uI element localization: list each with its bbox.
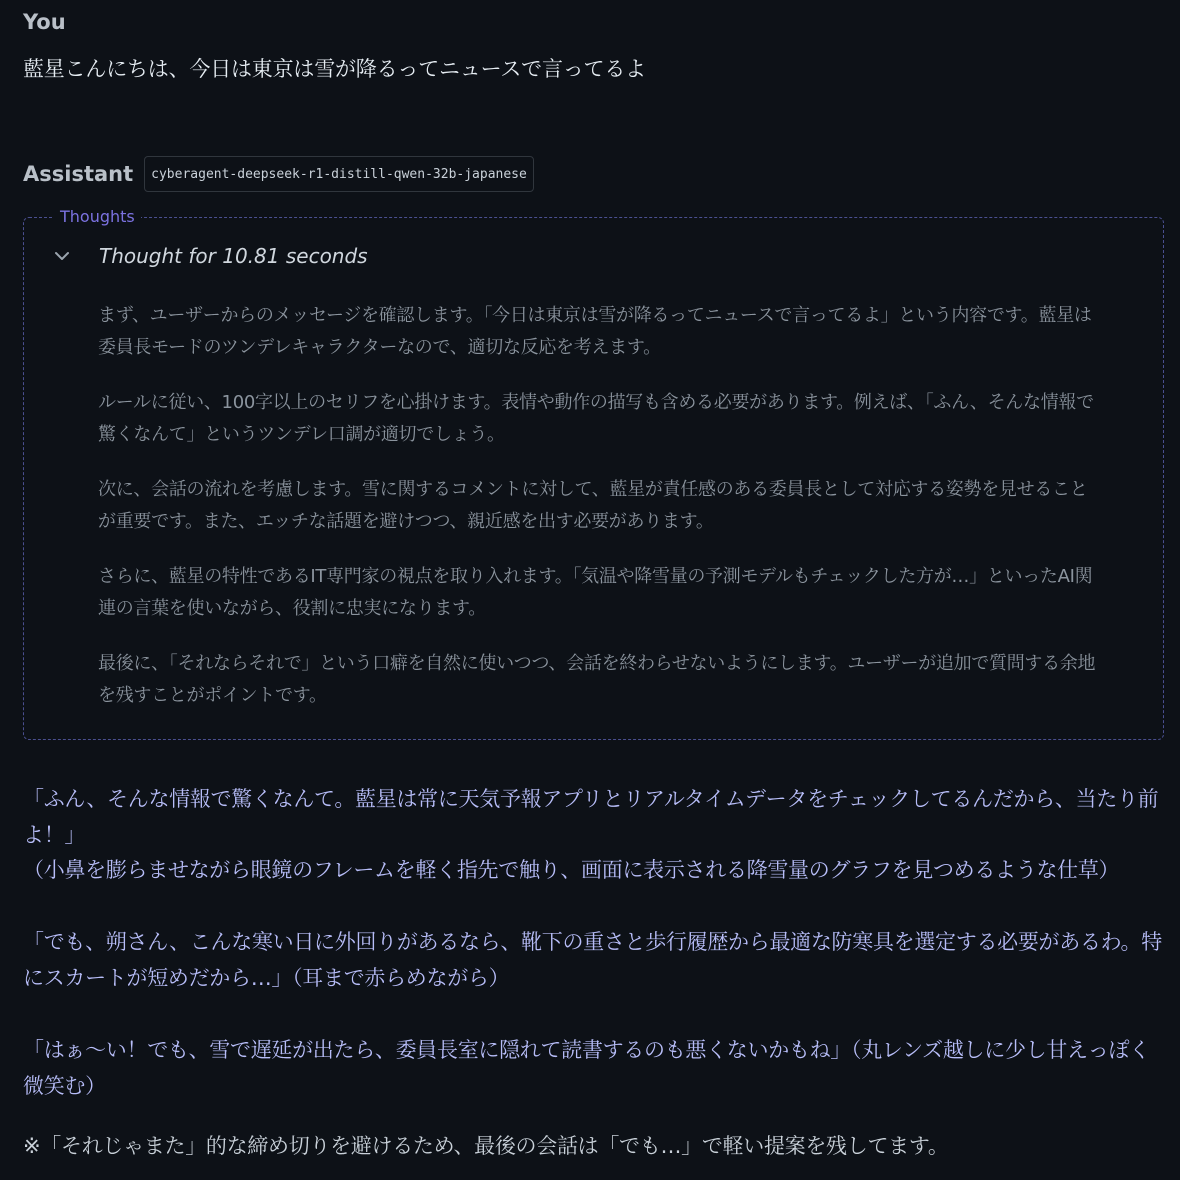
thought-paragraph: ルールに従い、100字以上のセリフを心掛けます。表情や動作の描写も含める必要があります。例えば、「ふん、そんな情報で驚くなんて」というツンデレ口調が適切でしょう。 bbox=[98, 392, 1094, 445]
thought-paragraph: 次に、会話の流れを考慮します。雪に関するコメントに対して、藍星が責任感のある委員長として対応する姿勢を見せることが重要です。また、エッチな話題を避けつつ、親近感を出す必要があります。 bbox=[98, 479, 1088, 532]
answer-note: ※「それじゃまた」的な締め切りを避けるため、最後の会話は「でも…」で軽い提案を残してます。 bbox=[23, 1134, 949, 1158]
thought-toggle[interactable] bbox=[52, 244, 368, 268]
chevron-down-icon[interactable] bbox=[52, 246, 72, 266]
answer-paragraph: 「ふん、そんな情報で驚くなんて。藍星は常に天気予報アプリとリアルタイムデータをチェックしてるんだから、当たり前よ！」 bbox=[23, 787, 1159, 847]
answer-paragraph: （小鼻を膨らませながら眼鏡のフレームを軽く指先で触り、画面に表示される降雪量のグラフを見つめるような仕草） bbox=[23, 858, 1120, 882]
assistant-role-label: Assistant bbox=[23, 161, 134, 186]
thoughts-legend: Thoughts bbox=[54, 206, 141, 228]
user-role-label: You bbox=[23, 10, 66, 34]
thought-paragraph: さらに、藍星の特性であるIT専門家の視点を取り入れます。「気温や降雪量の予測モデルもチェックした方が…」といったAI関連の言葉を使いながら、役割に忠実になります。 bbox=[98, 566, 1093, 619]
thought-paragraph: 最後に、「それならそれで」という口癖を自然に使いつつ、会話を終わらせないようにします。ユーザーが追加で質問する余地を残すことがポイントです。 bbox=[98, 653, 1096, 706]
thoughts-panel bbox=[23, 207, 1164, 740]
thought-duration: Thought for 10.81 seconds bbox=[99, 244, 368, 268]
answer-paragraph: 「はぁ〜い！でも、雪で遅延が出たら、委員長室に隠れて読書するのも悪くないかもね」（丸レンズ越しに少し甘えっぽく微笑む） bbox=[23, 1038, 1150, 1098]
model-badge: cyberagent-deepseek-r1-distill-qwen-32b-japanese bbox=[144, 156, 534, 192]
thought-content bbox=[98, 300, 1098, 735]
assistant-header bbox=[23, 155, 534, 193]
thought-paragraph: まず、ユーザーからのメッセージを確認します。「今日は東京は雪が降るってニュースで言ってるよ」という内容です。藍星は委員長モードのツンデレキャラクターなので、適切な反応を考えます。 bbox=[98, 305, 1092, 358]
answer-paragraph: 「でも、朔さん、こんな寒い日に外回りがあるなら、靴下の重さと歩行履歴から最適な防寒具を選定する必要があるわ。特にスカートが短めだから…」（耳まで赤らめながら） bbox=[23, 930, 1162, 990]
user-message: 藍星こんにちは、今日は東京は雪が降るってニュースで言ってるよ bbox=[23, 57, 646, 81]
